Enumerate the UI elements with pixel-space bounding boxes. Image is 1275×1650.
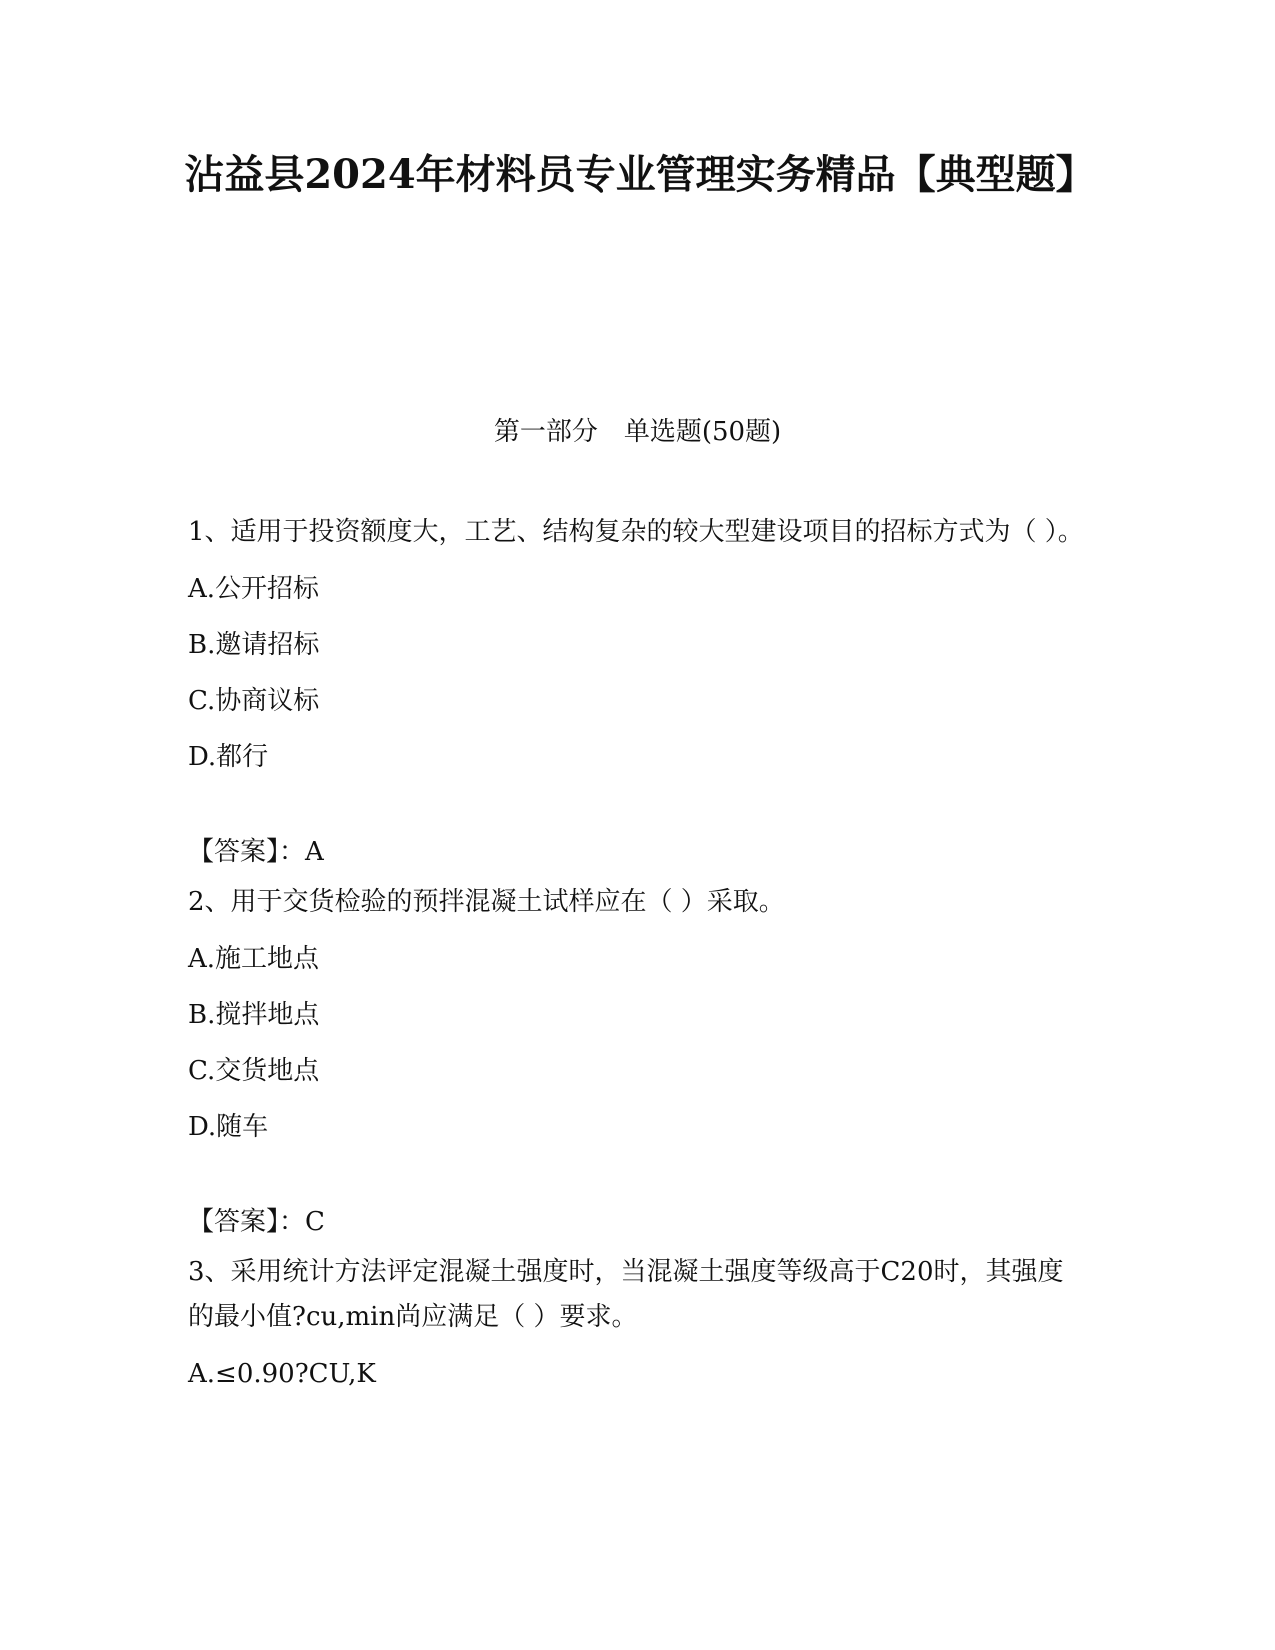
document-title: 沾益县2024年材料员专业管理实务精品【典型题】 xyxy=(184,151,1096,198)
option-b: B.邀请招标 xyxy=(188,630,320,660)
option-b: B.搅拌地点 xyxy=(188,1000,320,1030)
option-d: D.都行 xyxy=(188,742,269,772)
answer: 【答案】：A xyxy=(188,837,324,867)
option-a: A.公开招标 xyxy=(188,574,320,604)
option-c: C.交货地点 xyxy=(188,1056,320,1086)
question-text: 2、用于交货检验的预拌混凝土试样应在（ ）采取。 xyxy=(188,887,785,917)
option-d: D.随车 xyxy=(188,1112,269,1142)
option-a: A.≤0.90?CU,K xyxy=(188,1359,376,1389)
question-text: 1、适用于投资额度大，工艺、结构复杂的较大型建设项目的招标方式为（ ）。 xyxy=(188,517,1084,547)
question-1 xyxy=(188,510,1088,880)
answer: 【答案】：C xyxy=(188,1207,325,1237)
option-c: C.协商议标 xyxy=(188,686,320,716)
question-2 xyxy=(188,880,1088,1250)
section-heading: 第一部分 单选题(50题) xyxy=(493,417,782,447)
question-list xyxy=(188,510,1088,1402)
question-3 xyxy=(188,1250,1088,1402)
question-text: 3、采用统计方法评定混凝土强度时，当混凝土强度等级高于C20时，其强度的最小值?cu,min尚应满足（ ）要求。 xyxy=(188,1257,1064,1332)
option-a: A.施工地点 xyxy=(188,944,320,974)
